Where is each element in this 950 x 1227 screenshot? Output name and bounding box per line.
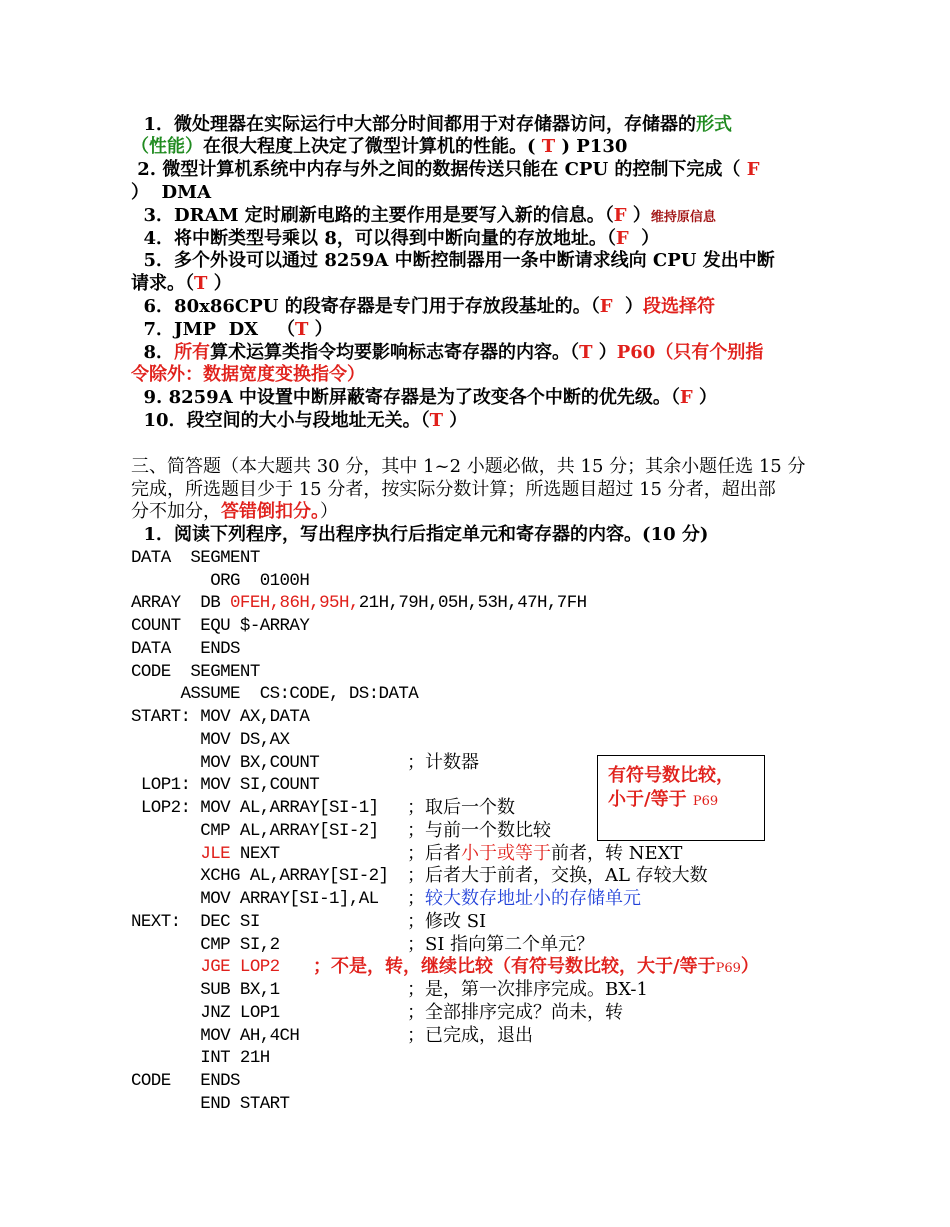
answer-mark: T (294, 319, 309, 340)
code-line: MOV ARRAY[SI-1],AL (131, 889, 379, 909)
answer-mark: F (679, 387, 693, 408)
tf-item-9: 9. 8259A 中设置中断屏蔽寄存器是为了改变各个中断的优先级。（F ） (131, 387, 717, 408)
code-comment: ；与前一个数比较 (407, 820, 551, 841)
tf-item-8-line1: 8．所有算术运算类指令均要影响标志寄存器的内容。（T ）P60（只有个别指 (131, 342, 764, 363)
code-comment: ；修改 SI (407, 911, 487, 932)
tf-item-10: 10．段空间的大小与段地址无关。（T ） (131, 410, 468, 431)
code-line: NEXT: DEC SI (131, 912, 260, 932)
answer-mark: F (599, 296, 613, 317)
tf-item-5-line1: 5．多个外设可以通过 8259A 中断控制器用一条中断请求线向 CPU 发出中断 (131, 250, 775, 271)
answer-mark: F (615, 228, 629, 249)
code-comment: ；后者大于前者，交换，AL 存较大数 (407, 865, 708, 886)
callout-line: 有符号数比较， (608, 765, 734, 786)
section-heading-line1: 三、简答题（本大题共 30 分，其中 1~2 小题必做，共 15 分；其余小题任选 15 分 (131, 456, 806, 477)
code-line: MOV AH,4CH (131, 1026, 300, 1046)
code-comment: ；是，第一次排序完成。BX-1 (407, 979, 648, 1000)
code-line: MOV DS,AX (131, 730, 290, 750)
code-comment: ；SI 指向第二个单元？ (407, 934, 595, 955)
callout-line: 小于/等于 P69 (608, 789, 719, 810)
annotation: P60（只有个别指 (616, 342, 764, 363)
tf-item-5-line2: 请求。（T ） (131, 273, 232, 294)
code-comment: ；已完成，退出 (407, 1025, 533, 1046)
annotation: 维持原信息 (650, 210, 716, 225)
annotation: 段选择符 (643, 296, 716, 317)
code-line: LOP2: MOV AL,ARRAY[SI-1] (131, 798, 379, 818)
code-line: DATA ENDS (131, 639, 240, 659)
code-line: DATA SEGMENT (131, 548, 260, 568)
code-line: JNZ LOP1 (131, 1003, 280, 1023)
code-comment: ；后者小于或等于前者，转 NEXT (407, 843, 683, 864)
code-line: JLE NEXT (200, 844, 280, 864)
code-line: CMP AL,ARRAY[SI-2] (131, 821, 379, 841)
tf-item-2-line1: 2. 微型计算机系统中内存与外之间的数据传送只能在 CPU 的控制下完成（ F (131, 159, 760, 180)
code-line: ARRAY DB 0FEH,86H,95H,21H,79H,05H,53H,47H,7FH (131, 593, 587, 613)
answer-mark: F (613, 205, 627, 226)
answer-mark: T (541, 136, 556, 157)
code-line: END START (131, 1094, 290, 1114)
tf-item-4: 4．将中断类型号乘以 8，可以得到中断向量的存放地址。（F ） (131, 228, 660, 249)
code-line: SUB BX,1 (131, 980, 280, 1000)
answer-mark: F (746, 159, 760, 180)
code-comment: ；取后一个数 (407, 797, 515, 818)
code-line: COUNT EQU $-ARRAY (131, 616, 310, 636)
tf-item-7: 7．JMP DX （T ） (131, 319, 333, 340)
code-line: LOP1: MOV SI,COUNT (131, 775, 320, 795)
code-line: INT 21H (131, 1048, 270, 1068)
code-line: START: MOV AX,DATA (131, 707, 310, 727)
code-line: ORG 0100H (131, 571, 310, 591)
tf-item-1-line2: （性能）在很大程度上决定了微型计算机的性能。( T ) P130 (131, 136, 628, 157)
annotation-callout (597, 755, 765, 841)
tf-item-8-line2: 令除外：数据宽度变换指令） (131, 364, 365, 385)
section-heading-line2: 完成，所选题目少于 15 分者，按实际分数计算；所选题目超过 15 分者，超出部 (131, 479, 776, 500)
code-line: XCHG AL,ARRAY[SI-2] (131, 866, 389, 886)
code-comment: ；较大数存地址小的存储单元 (407, 888, 641, 909)
section-heading-line3: 分不加分，答错倒扣分。） (131, 501, 338, 522)
code-comment: ；不是，转，继续比较（有符号数比较，大于/等于P69） (313, 956, 759, 977)
tf-item-1-line1: 1．微处理器在实际运行中大部分时间都用于对存储器访问，存储器的形式 (131, 114, 733, 135)
tf-item-3: 3．DRAM 定时刷新电路的主要作用是要写入新的信息。（F ）维持原信息 (131, 205, 716, 226)
code-line: CODE SEGMENT (131, 662, 260, 682)
code-line: CMP SI,2 (131, 935, 280, 955)
answer-mark: T (194, 273, 208, 294)
question-1: 1．阅读下列程序，写出程序执行后指定单元和寄存器的内容。(10 分) (131, 524, 709, 545)
answer-mark: T (579, 342, 593, 363)
tf-item-2-line2: ） DMA (131, 182, 212, 203)
code-comment: ；全部排序完成？尚未，转 (407, 1002, 623, 1023)
code-line: MOV BX,COUNT (131, 753, 320, 773)
tf-item-6: 6．80x86CPU 的段寄存器是专门用于存放段基址的。（F ）段选择符 (131, 296, 716, 317)
answer-mark: T (429, 410, 443, 431)
code-line: ASSUME CS:CODE, DS:DATA (131, 684, 419, 704)
code-comment: ；计数器 (407, 752, 479, 773)
code-line: CODE ENDS (131, 1071, 240, 1091)
code-line: JGE LOP2 (200, 957, 280, 977)
